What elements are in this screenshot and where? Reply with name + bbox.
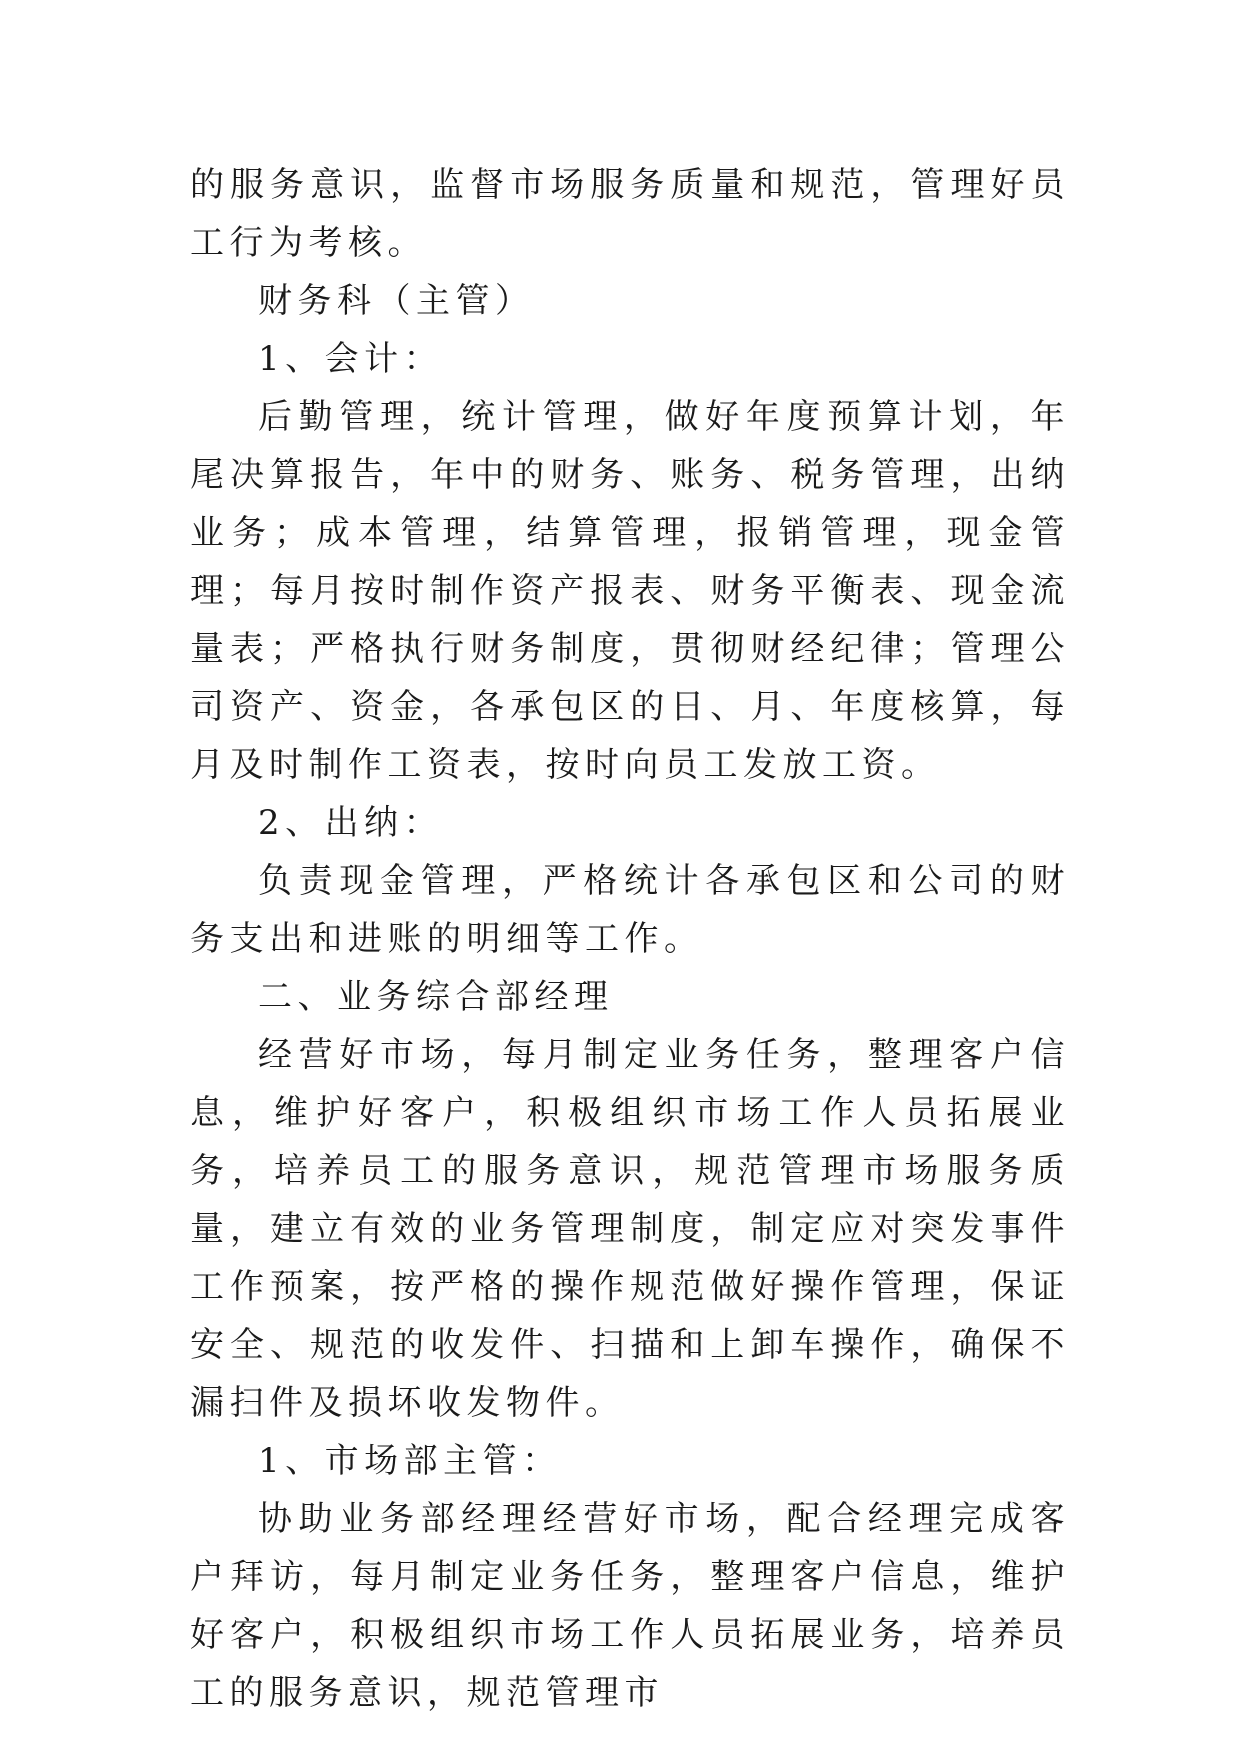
heading-cashier: 2、出纳： xyxy=(258,803,444,843)
paragraph-accountant-duties: 后勤管理，统计管理，做好年度预算计划，年尾决算报告，年中的财务、账务、税务管理，出纳业务；成本管理，结算管理，报销管理，现金管理；每月按时制作资产报表、财务平衡表、现金流量表；严格执行财务制度，贯彻财经纪律；管理公司资产、资金，各承包区的日、月、年度核算，每月及时制作工资表，按时向员工发放工资。 xyxy=(190,397,1070,785)
paragraph-business-manager-duties: 经营好市场，每月制定业务任务，整理客户信息，维护好客户，积极组织市场工作人员拓展业务，培养员工的服务意识，规范管理市场服务质量，建立有效的业务管理制度，制定应对突发事件工作预案，按严格的操作规范做好操作管理，保证安全、规范的收发件、扫描和上卸车操作，确保不漏扫件及损坏收发物件。 xyxy=(190,1035,1070,1423)
paragraph-market-supervisor-duties: 协助业务部经理经营好市场，配合经理完成客户拜访，每月制定业务任务，整理客户信息，维护好客户，积极组织市场工作人员拓展业务，培养员工的服务意识，规范管理市 xyxy=(190,1499,1070,1713)
paragraph-1: 的服务意识，监督市场服务质量和规范，管理好员工行为考核。 xyxy=(190,165,1070,263)
heading-market-supervisor: 1、市场部主管： xyxy=(258,1441,562,1481)
document-body xyxy=(190,156,1070,1722)
heading-business-manager: 二、业务综合部经理 xyxy=(258,977,614,1017)
heading-accountant: 1、会计： xyxy=(258,339,444,379)
paragraph-cashier-duties: 负责现金管理，严格统计各承包区和公司的财务支出和进账的明细等工作。 xyxy=(190,861,1070,959)
heading-finance-department: 财务科（主管） xyxy=(258,281,535,321)
